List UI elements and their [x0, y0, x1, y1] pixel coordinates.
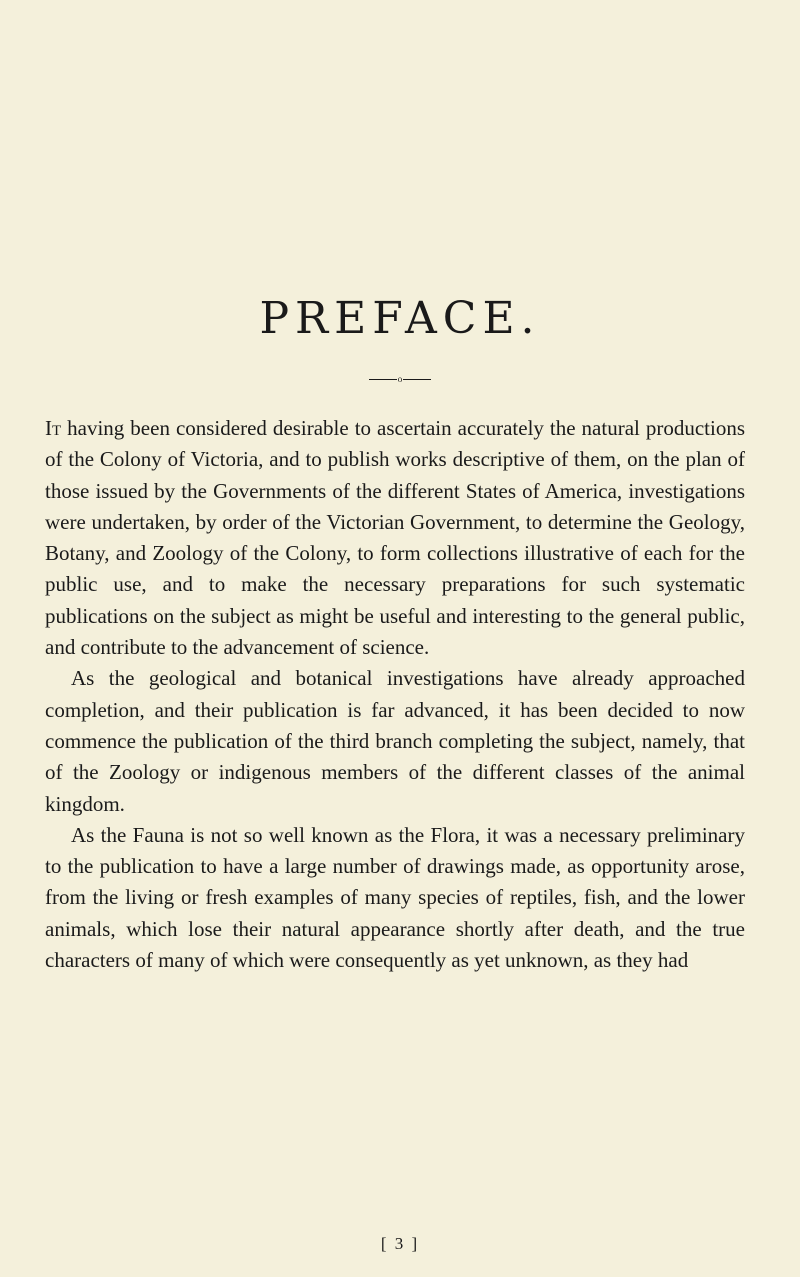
rule-left-line: [369, 379, 397, 380]
paragraph-lead-word: It: [45, 416, 62, 440]
paragraph-2: As the geological and botanical investigations have already approached completion, and their publication is far advanced, it has been decided to now commence the publication of the third branch completing the subject, namely, that of the Zoology or indigenous members of the different classes of the animal kingdom.: [45, 666, 745, 816]
rule-center-ornament: o: [397, 374, 403, 384]
page-number: [ 3 ]: [380, 1234, 420, 1253]
title-ornament-rule: [369, 374, 431, 384]
paragraph-3: As the Fauna is not so well known as the Flora, it was a necessary preliminary to the publication to have a large number of drawings made, as opportunity arose, from the living or fresh examples of many species of reptiles, fish, and the lower animals, which lose their natural appearance shortly after death, and the true characters of many of which were consequently as yet unknown, as they had: [45, 822, 745, 973]
preface-body: [45, 413, 745, 976]
paragraph-1-text: having been considered desirable to ascertain accurately the natural productions of the Colony of Victoria, and to publish works descriptive of them, on the plan of those issued by the Governments of the different States of America, investigations were undertaken, by order of the Victorian Government, to determine the Geology, Botany, and Zoology of the Colony, to form collections illustrative of each for the public use, and to make the necessary preparations for such systematic publications on the subject as might be useful and interesting to the general public, and contribute to the advancement of science.: [45, 416, 745, 660]
rule-right-line: [403, 379, 431, 380]
page-title: PREFACE.: [259, 293, 541, 344]
paragraph-1: [45, 413, 745, 663]
